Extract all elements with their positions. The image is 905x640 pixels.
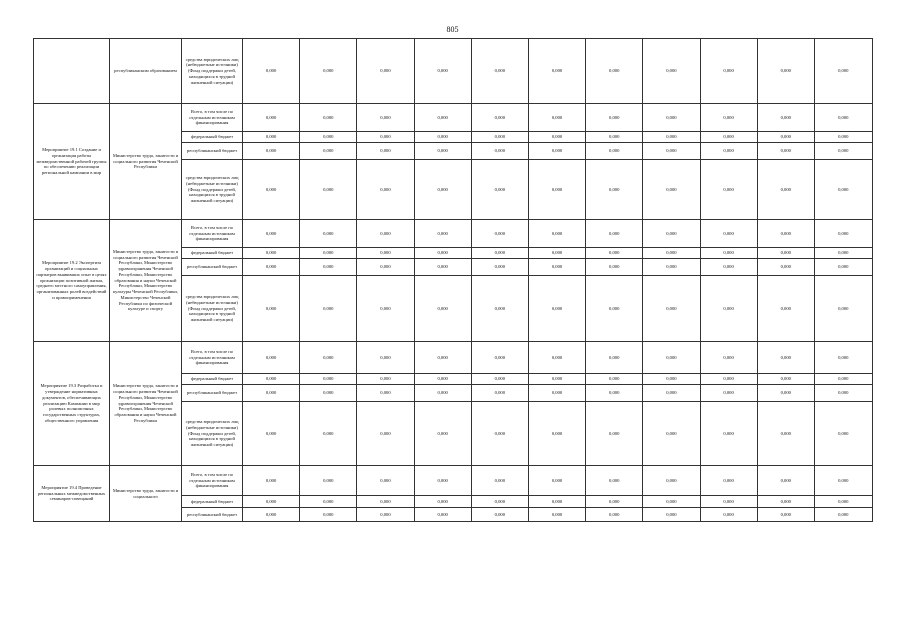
funding-source-cell: средства юридических лиц (небюджетные источники) (Фонд поддержки детей, находящихся в трудной жизненной ситуации)	[182, 39, 243, 104]
funding-source-cell: Всего, в том числе по отдельным источникам финансирования	[182, 342, 243, 374]
amount-cell: 0,000	[643, 276, 700, 342]
amount-cell: 0,000	[643, 466, 700, 496]
amount-cell: 0,000	[243, 496, 300, 508]
amount-cell: 0,000	[586, 220, 643, 248]
amount-cell: 0,000	[414, 466, 471, 496]
funding-source-cell: федеральный бюджет	[182, 374, 243, 385]
amount-cell: 0,000	[757, 248, 814, 259]
amount-cell: 0,000	[643, 248, 700, 259]
amount-cell: 0,000	[814, 39, 872, 104]
table-row	[34, 104, 873, 132]
amount-cell: 0,000	[814, 342, 872, 374]
amount-cell: 0,000	[643, 496, 700, 508]
amount-cell: 0,000	[643, 259, 700, 276]
amount-cell: 0,000	[528, 276, 585, 342]
amount-cell: 0,000	[471, 104, 528, 132]
amount-cell: 0,000	[700, 259, 757, 276]
page-number: 805	[446, 25, 459, 34]
funding-source-cell: Всего, в том числе по отдельным источникам финансирования	[182, 104, 243, 132]
amount-cell: 0,000	[414, 508, 471, 522]
amount-cell: 0,000	[471, 143, 528, 160]
amount-cell: 0,000	[528, 402, 585, 466]
amount-cell: 0,000	[528, 160, 585, 220]
amount-cell: 0,000	[700, 508, 757, 522]
amount-cell: 0,000	[700, 342, 757, 374]
amount-cell: 0,000	[586, 276, 643, 342]
amount-cell: 0,000	[643, 385, 700, 402]
funding-source-cell: республиканский бюджет	[182, 385, 243, 402]
amount-cell: 0,000	[357, 508, 414, 522]
amount-cell: 0,000	[700, 248, 757, 259]
amount-cell: 0,000	[700, 374, 757, 385]
amount-cell: 0,000	[700, 276, 757, 342]
amount-cell: 0,000	[757, 104, 814, 132]
amount-cell: 0,000	[814, 374, 872, 385]
amount-cell: 0,000	[586, 342, 643, 374]
amount-cell: 0,000	[357, 132, 414, 143]
amount-cell: 0,000	[300, 385, 357, 402]
amount-cell: 0,000	[300, 466, 357, 496]
amount-cell: 0,000	[814, 496, 872, 508]
measure-name-cell: Мероприятие 19.2 Экспертиза организаций и социальных партнеров выявивших опыт в целях организации позитивной жизни, среднего местного самоуправления, организованных ролей воздействий и правоприменения	[34, 220, 110, 342]
amount-cell: 0,000	[243, 374, 300, 385]
amount-cell: 0,000	[471, 342, 528, 374]
amount-cell: 0,000	[586, 160, 643, 220]
amount-cell: 0,000	[814, 248, 872, 259]
measure-name-cell: Мероприятие 19.3 Разработка и утверждение нормативных документов, обеспечивающих реализацию Кампании в мир ролевых полномочных государственных структурах, общественного управления	[34, 342, 110, 466]
amount-cell: 0,000	[471, 276, 528, 342]
amount-cell: 0,000	[357, 259, 414, 276]
amount-cell: 0,000	[528, 132, 585, 143]
amount-cell: 0,000	[586, 402, 643, 466]
measure-name-cell: Мероприятие 19.4 Проведение региональных межведомственных семинаров-совещаний	[34, 466, 110, 522]
amount-cell: 0,000	[814, 132, 872, 143]
amount-cell: 0,000	[814, 143, 872, 160]
amount-cell: 0,000	[300, 160, 357, 220]
amount-cell: 0,000	[586, 466, 643, 496]
amount-cell: 0,000	[814, 508, 872, 522]
amount-cell: 0,000	[357, 220, 414, 248]
amount-cell: 0,000	[471, 220, 528, 248]
funding-source-cell: республиканский бюджет	[182, 508, 243, 522]
amount-cell: 0,000	[757, 160, 814, 220]
amount-cell: 0,000	[300, 496, 357, 508]
amount-cell: 0,000	[814, 385, 872, 402]
amount-cell: 0,000	[243, 132, 300, 143]
amount-cell: 0,000	[528, 496, 585, 508]
amount-cell: 0,000	[814, 259, 872, 276]
amount-cell: 0,000	[643, 39, 700, 104]
executor-cell: Министерство труда, занятости и социального развития Чеченской Республики	[110, 104, 182, 220]
table-row	[34, 342, 873, 374]
amount-cell: 0,000	[357, 143, 414, 160]
amount-cell: 0,000	[414, 402, 471, 466]
amount-cell: 0,000	[757, 508, 814, 522]
amount-cell: 0,000	[528, 39, 585, 104]
amount-cell: 0,000	[700, 160, 757, 220]
amount-cell: 0,000	[414, 104, 471, 132]
amount-cell: 0,000	[643, 402, 700, 466]
funding-source-cell: средства юридических лиц (небюджетные источники) (Фонд поддержки детей, находящихся в трудной жизненной ситуации)	[182, 276, 243, 342]
amount-cell: 0,000	[243, 385, 300, 402]
amount-cell: 0,000	[471, 259, 528, 276]
amount-cell: 0,000	[586, 143, 643, 160]
amount-cell: 0,000	[243, 402, 300, 466]
amount-cell: 0,000	[357, 402, 414, 466]
amount-cell: 0,000	[471, 248, 528, 259]
funding-source-cell: средства юридических лиц (небюджетные источники) (Фонд поддержки детей, находящихся в трудной жизненной ситуации)	[182, 402, 243, 466]
amount-cell: 0,000	[700, 466, 757, 496]
amount-cell: 0,000	[814, 402, 872, 466]
amount-cell: 0,000	[757, 132, 814, 143]
amount-cell: 0,000	[528, 143, 585, 160]
amount-cell: 0,000	[757, 466, 814, 496]
amount-cell: 0,000	[243, 508, 300, 522]
amount-cell: 0,000	[300, 248, 357, 259]
amount-cell: 0,000	[586, 259, 643, 276]
funding-source-cell: республиканский бюджет	[182, 143, 243, 160]
amount-cell: 0,000	[357, 374, 414, 385]
amount-cell: 0,000	[586, 104, 643, 132]
amount-cell: 0,000	[243, 248, 300, 259]
amount-cell: 0,000	[357, 276, 414, 342]
amount-cell: 0,000	[528, 385, 585, 402]
amount-cell: 0,000	[757, 385, 814, 402]
amount-cell: 0,000	[300, 374, 357, 385]
funding-source-cell: республиканский бюджет	[182, 259, 243, 276]
amount-cell: 0,000	[700, 402, 757, 466]
table-row	[34, 466, 873, 496]
amount-cell: 0,000	[414, 39, 471, 104]
table-row	[34, 220, 873, 248]
amount-cell: 0,000	[300, 39, 357, 104]
executor-cell: Министерство труда, занятости и социального развития Чеченской Республики, Министерство здравоохранения Чеченской Республики, Министерство образования и науки Чеченской Республики	[110, 342, 182, 466]
executor-cell: Министерство труда, занятости и социального	[110, 466, 182, 522]
amount-cell: 0,000	[414, 259, 471, 276]
amount-cell: 0,000	[243, 466, 300, 496]
amount-cell: 0,000	[700, 143, 757, 160]
amount-cell: 0,000	[243, 220, 300, 248]
amount-cell: 0,000	[814, 276, 872, 342]
amount-cell: 0,000	[300, 259, 357, 276]
amount-cell: 0,000	[757, 496, 814, 508]
amount-cell: 0,000	[814, 466, 872, 496]
amount-cell: 0,000	[700, 39, 757, 104]
amount-cell: 0,000	[243, 143, 300, 160]
amount-cell: 0,000	[414, 374, 471, 385]
amount-cell: 0,000	[643, 508, 700, 522]
amount-cell: 0,000	[700, 385, 757, 402]
amount-cell: 0,000	[471, 496, 528, 508]
measure-name-cell: Мероприятие 19.1 Создание и организация работы межведомственной рабочей группы по обеспечению реализации региональной кампании в мир	[34, 104, 110, 220]
amount-cell: 0,000	[357, 248, 414, 259]
amount-cell: 0,000	[700, 220, 757, 248]
amount-cell: 0,000	[300, 508, 357, 522]
amount-cell: 0,000	[586, 374, 643, 385]
amount-cell: 0,000	[300, 342, 357, 374]
amount-cell: 0,000	[814, 104, 872, 132]
amount-cell: 0,000	[357, 496, 414, 508]
funding-source-cell: Всего, в том числе по отдельным источникам финансирования	[182, 220, 243, 248]
amount-cell: 0,000	[471, 132, 528, 143]
amount-cell: 0,000	[357, 160, 414, 220]
measure-name-cell	[34, 39, 110, 104]
amount-cell: 0,000	[300, 132, 357, 143]
amount-cell: 0,000	[528, 374, 585, 385]
amount-cell: 0,000	[471, 385, 528, 402]
amount-cell: 0,000	[528, 342, 585, 374]
amount-cell: 0,000	[757, 220, 814, 248]
table-row	[34, 39, 873, 104]
amount-cell: 0,000	[414, 220, 471, 248]
amount-cell: 0,000	[643, 220, 700, 248]
amount-cell: 0,000	[357, 466, 414, 496]
amount-cell: 0,000	[243, 160, 300, 220]
amount-cell: 0,000	[243, 276, 300, 342]
amount-cell: 0,000	[757, 39, 814, 104]
amount-cell: 0,000	[643, 342, 700, 374]
amount-cell: 0,000	[586, 385, 643, 402]
amount-cell: 0,000	[586, 496, 643, 508]
amount-cell: 0,000	[528, 248, 585, 259]
amount-cell: 0,000	[414, 385, 471, 402]
amount-cell: 0,000	[757, 342, 814, 374]
amount-cell: 0,000	[700, 104, 757, 132]
amount-cell: 0,000	[243, 39, 300, 104]
amount-cell: 0,000	[643, 143, 700, 160]
amount-cell: 0,000	[471, 402, 528, 466]
amount-cell: 0,000	[757, 402, 814, 466]
amount-cell: 0,000	[643, 132, 700, 143]
amount-cell: 0,000	[586, 132, 643, 143]
amount-cell: 0,000	[414, 143, 471, 160]
amount-cell: 0,000	[357, 104, 414, 132]
amount-cell: 0,000	[471, 160, 528, 220]
amount-cell: 0,000	[586, 39, 643, 104]
amount-cell: 0,000	[757, 143, 814, 160]
amount-cell: 0,000	[414, 276, 471, 342]
amount-cell: 0,000	[414, 160, 471, 220]
amount-cell: 0,000	[414, 248, 471, 259]
amount-cell: 0,000	[471, 466, 528, 496]
amount-cell: 0,000	[414, 132, 471, 143]
amount-cell: 0,000	[643, 160, 700, 220]
amount-cell: 0,000	[586, 508, 643, 522]
amount-cell: 0,000	[300, 276, 357, 342]
amount-cell: 0,000	[243, 342, 300, 374]
amount-cell: 0,000	[300, 104, 357, 132]
funding-source-cell: федеральный бюджет	[182, 496, 243, 508]
amount-cell: 0,000	[300, 143, 357, 160]
funding-source-cell: средства юридических лиц (небюджетные источники) (Фонд поддержки детей, находящихся в трудной жизненной ситуации)	[182, 160, 243, 220]
amount-cell: 0,000	[471, 508, 528, 522]
amount-cell: 0,000	[528, 508, 585, 522]
amount-cell: 0,000	[757, 259, 814, 276]
amount-cell: 0,000	[528, 466, 585, 496]
amount-cell: 0,000	[586, 248, 643, 259]
funding-source-cell: федеральный бюджет	[182, 132, 243, 143]
amount-cell: 0,000	[814, 220, 872, 248]
amount-cell: 0,000	[757, 374, 814, 385]
funding-source-cell: федеральный бюджет	[182, 248, 243, 259]
amount-cell: 0,000	[528, 259, 585, 276]
amount-cell: 0,000	[528, 104, 585, 132]
amount-cell: 0,000	[471, 39, 528, 104]
executor-cell: республиканским образованием	[110, 39, 182, 104]
amount-cell: 0,000	[643, 374, 700, 385]
amount-cell: 0,000	[414, 342, 471, 374]
amount-cell: 0,000	[243, 104, 300, 132]
amount-cell: 0,000	[357, 385, 414, 402]
budget-table	[33, 38, 873, 522]
amount-cell: 0,000	[757, 276, 814, 342]
amount-cell: 0,000	[471, 374, 528, 385]
amount-cell: 0,000	[528, 220, 585, 248]
funding-source-cell: Всего, в том числе по отдельным источникам финансирования	[182, 466, 243, 496]
amount-cell: 0,000	[643, 104, 700, 132]
executor-cell: Министерство труда, занятости и социального развития Чеченской Республики, Министерство здравоохранения Чеченской Республики, Министерство образования и науки Чеченской Республики, Министерство культуры Чеченской Республики, Министерство Чеченской Республики по физической культуре и спорту	[110, 220, 182, 342]
amount-cell: 0,000	[300, 402, 357, 466]
amount-cell: 0,000	[357, 39, 414, 104]
amount-cell: 0,000	[700, 132, 757, 143]
amount-cell: 0,000	[357, 342, 414, 374]
amount-cell: 0,000	[243, 259, 300, 276]
amount-cell: 0,000	[700, 496, 757, 508]
amount-cell: 0,000	[814, 160, 872, 220]
amount-cell: 0,000	[300, 220, 357, 248]
amount-cell: 0,000	[414, 496, 471, 508]
